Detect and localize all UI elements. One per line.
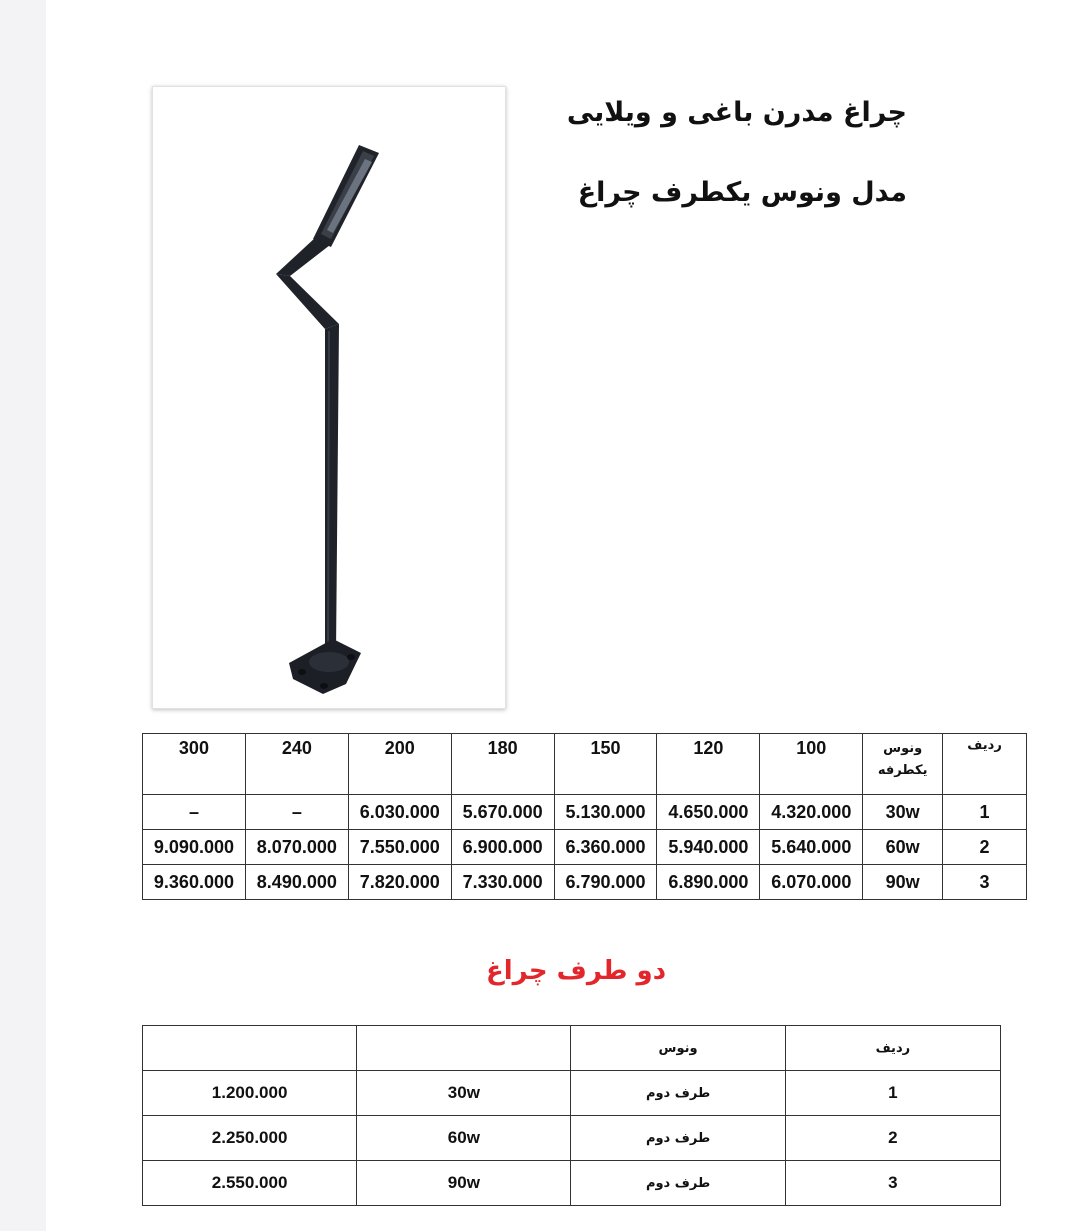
type-cell: طرف دوم	[571, 1161, 785, 1206]
table-row	[143, 865, 1027, 900]
row-number-header: ردیف	[943, 734, 1027, 795]
price-cell: 5.940.000	[657, 830, 760, 865]
table-header-row	[143, 734, 1027, 795]
price-cell: 5.130.000	[554, 795, 657, 830]
double-sided-price-table	[142, 1025, 1001, 1206]
table-row	[143, 830, 1027, 865]
price-cell: 5.640.000	[760, 830, 863, 865]
model-label: ونوس	[883, 741, 923, 756]
type-cell: طرف دوم	[571, 1116, 785, 1161]
price-cell: 7.330.000	[451, 865, 554, 900]
empty-header-cell	[357, 1026, 571, 1071]
price-cell: 6.360.000	[554, 830, 657, 865]
empty-header-cell	[143, 1026, 357, 1071]
row-number: 3	[785, 1161, 1000, 1206]
price-cell: 6.030.000	[348, 795, 451, 830]
wattage-cell: 60w	[357, 1116, 571, 1161]
row-number-header: ردیف	[785, 1026, 1000, 1071]
type-cell: طرف دوم	[571, 1071, 785, 1116]
price-cell: 6.890.000	[657, 865, 760, 900]
row-number: 1	[943, 795, 1027, 830]
height-header: 300	[143, 734, 246, 795]
height-header: 100	[760, 734, 863, 795]
model-sublabel: یکطرفه	[877, 763, 928, 778]
price-cell: 7.820.000	[348, 865, 451, 900]
double-sided-section-title: دو طرف چراغ	[486, 956, 667, 986]
price-cell: 1.200.000	[143, 1071, 357, 1116]
height-header: 120	[657, 734, 760, 795]
product-title: چراغ مدرن باغی و ویلایی	[566, 97, 907, 128]
height-header: 200	[348, 734, 451, 795]
price-cell: 6.790.000	[554, 865, 657, 900]
wattage-cell: 90w	[863, 865, 943, 900]
price-cell: 2.250.000	[143, 1116, 357, 1161]
wattage-cell: 30w	[863, 795, 943, 830]
price-cell: 6.900.000	[451, 830, 554, 865]
product-photo	[152, 86, 506, 709]
height-header: 150	[554, 734, 657, 795]
table-row	[143, 1116, 1001, 1161]
price-cell: 9.360.000	[143, 865, 246, 900]
price-cell: 8.490.000	[245, 865, 348, 900]
price-cell: –	[143, 795, 246, 830]
price-cell: 5.670.000	[451, 795, 554, 830]
price-table	[142, 733, 1027, 900]
price-cell: 7.550.000	[348, 830, 451, 865]
row-number: 2	[785, 1116, 1000, 1161]
price-cell: –	[245, 795, 348, 830]
table-row	[143, 795, 1027, 830]
price-cell: 2.550.000	[143, 1161, 357, 1206]
price-cell: 9.090.000	[143, 830, 246, 865]
wattage-cell: 60w	[863, 830, 943, 865]
table-row	[143, 1071, 1001, 1116]
table-row	[143, 1161, 1001, 1206]
row-number: 3	[943, 865, 1027, 900]
price-cell: 4.320.000	[760, 795, 863, 830]
height-header: 180	[451, 734, 554, 795]
wattage-cell: 30w	[357, 1071, 571, 1116]
table-header-row	[143, 1026, 1001, 1071]
height-header: 240	[245, 734, 348, 795]
row-number: 1	[785, 1071, 1000, 1116]
model-title: مدل ونوس یکطرف چراغ	[577, 177, 907, 208]
document-page	[46, 0, 1077, 1231]
wattage-cell: 90w	[357, 1161, 571, 1206]
model-header	[863, 734, 943, 795]
price-cell: 6.070.000	[760, 865, 863, 900]
price-cell: 8.070.000	[245, 830, 348, 865]
row-number: 2	[943, 830, 1027, 865]
price-cell: 4.650.000	[657, 795, 760, 830]
model-header: ونوس	[571, 1026, 785, 1071]
garden-lamp-image	[153, 87, 505, 708]
